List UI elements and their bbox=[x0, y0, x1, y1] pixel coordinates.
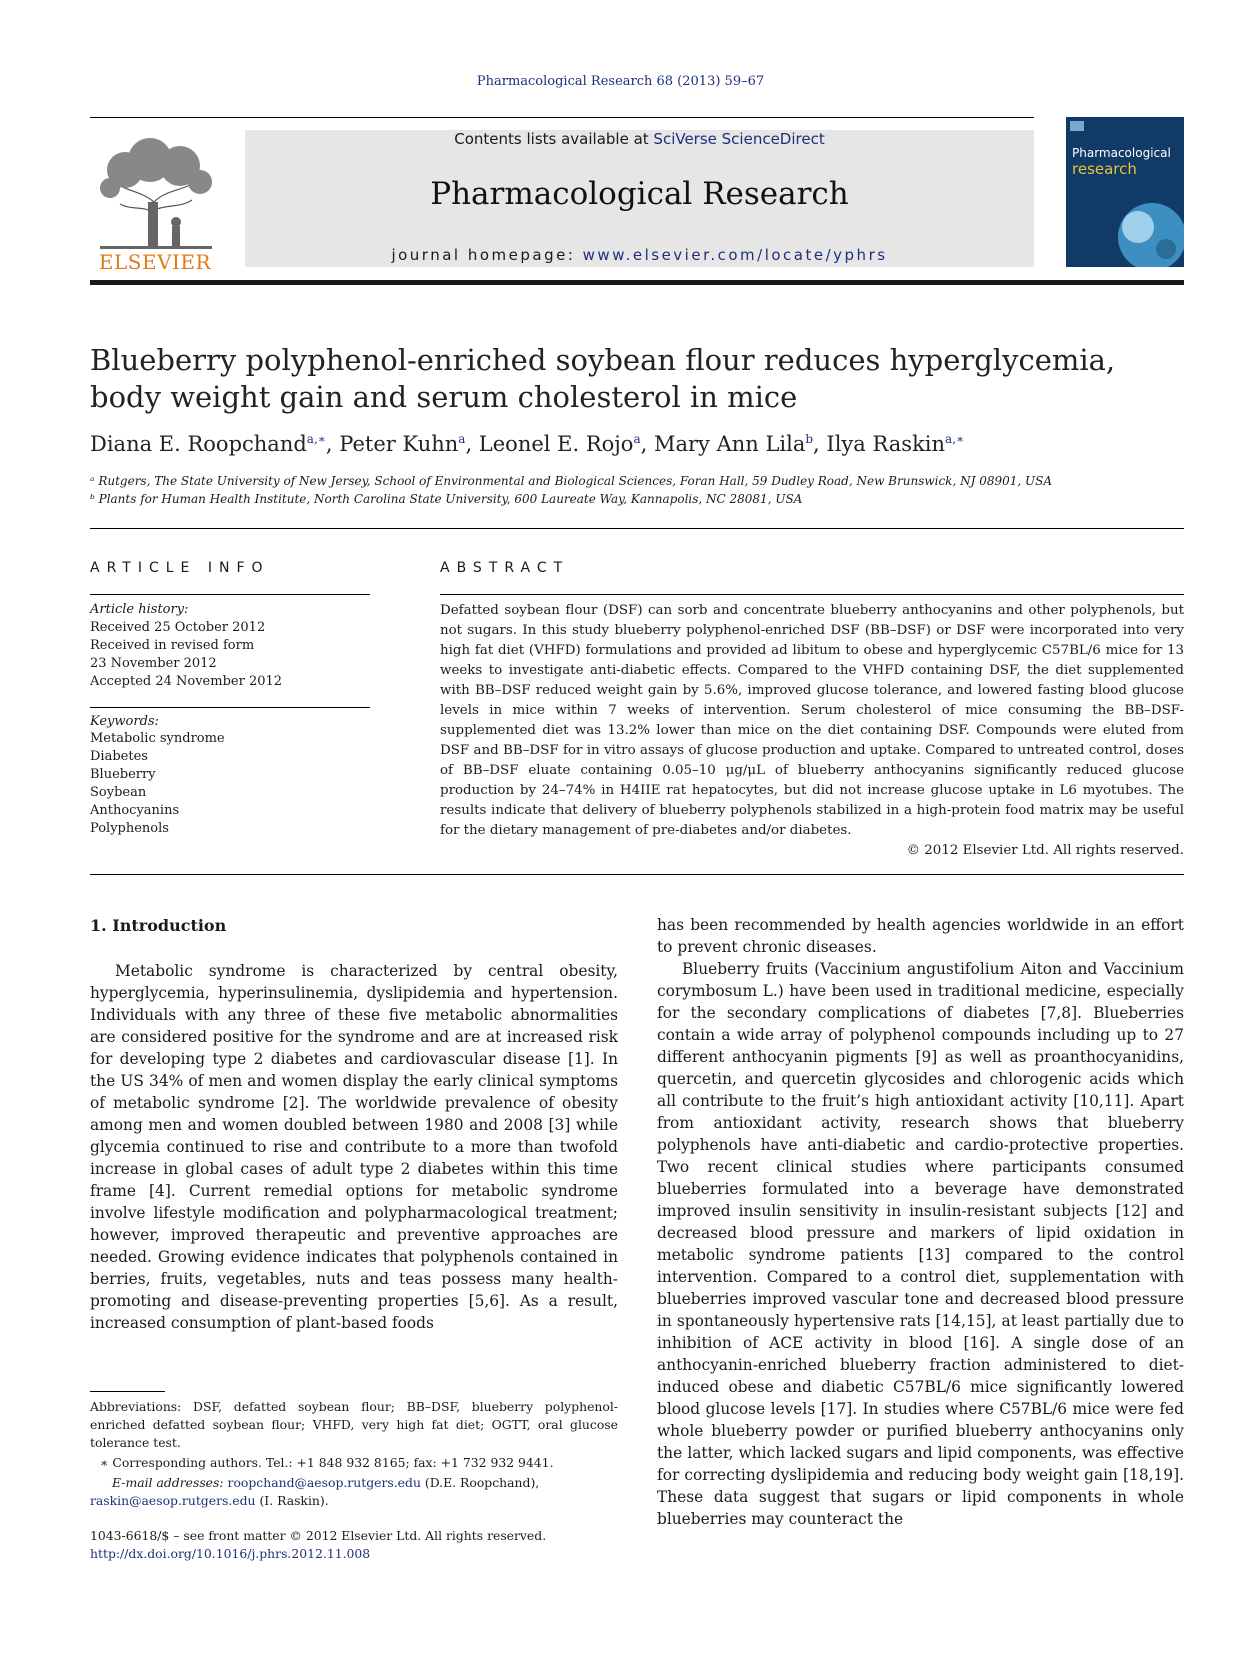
article-info-heading: ARTICLE INFO bbox=[90, 560, 270, 576]
author-separator: , bbox=[813, 432, 827, 456]
journal-homepage bbox=[245, 246, 1034, 264]
history-revised: Received in revised form bbox=[90, 638, 255, 653]
section-rule bbox=[90, 874, 1184, 875]
author-name: Peter Kuhn bbox=[339, 432, 459, 456]
journal-title: Pharmacological Research bbox=[430, 176, 849, 212]
keywords-label: Keywords: bbox=[90, 714, 159, 729]
footnotes bbox=[90, 1398, 618, 1510]
author-name: Diana E. Roopchand bbox=[90, 432, 307, 456]
affiliation-a: ᵃ Rutgers, The State University of New Jersey, School of Environmental and Biological Sciences, Foran Hall, 59 Dudley Road, New Brunswick, NJ 08901, USA bbox=[90, 474, 1053, 488]
author-affiliation-marker[interactable]: b bbox=[805, 432, 814, 446]
elsevier-tree-icon bbox=[90, 130, 220, 270]
cover-title-line2: research bbox=[1072, 160, 1137, 178]
sciencedirect-link[interactable]: SciVerse ScienceDirect bbox=[653, 130, 825, 148]
contents-prefix: Contents lists available at bbox=[454, 130, 654, 148]
affiliation-b: ᵇ Plants for Human Health Institute, North Carolina State University, 600 Laureate Way, Kannapolis, NC 28081, USA bbox=[90, 492, 803, 506]
section-heading-introduction: 1. Introduction bbox=[90, 916, 227, 935]
email-link-raskin[interactable]: raskin@aesop.rutgers.edu bbox=[90, 1493, 256, 1508]
intro-left-column bbox=[90, 960, 618, 1334]
email-label: E-mail addresses: bbox=[112, 1475, 224, 1490]
author-separator: , bbox=[640, 432, 654, 456]
author-affiliation-marker[interactable]: a,∗ bbox=[945, 432, 965, 446]
history-revised-date: 23 November 2012 bbox=[90, 656, 217, 671]
issn-line: 1043-6618/$ – see front matter © 2012 Elsevier Ltd. All rights reserved. bbox=[90, 1528, 547, 1543]
author-affiliation-marker[interactable]: a,∗ bbox=[306, 432, 326, 446]
keyword: Anthocyanins bbox=[90, 803, 180, 818]
keyword: Diabetes bbox=[90, 749, 148, 764]
intro-paragraph-continued: has been recommended by health agencies worldwide in an effort to prevent chronic diseases. bbox=[657, 916, 1184, 956]
email-owner: (D.E. Roopchand), bbox=[420, 1475, 540, 1490]
intro-paragraph: Metabolic syndrome is characterized by central obesity, hyperglycemia, hyperinsulinemia, dyslipidemia and hypertension. Individuals with any three of these five metabolic abnormalities are considered positive for the syndrome and are at increased risk for developing type 2 diabetes and cardiovascular disease [1]. In the US 34% of men and women display the early clinical symptoms of metabolic syndrome [2]. The worldwide prevalence of obesity among men and women doubled between 1980 and 2008 [3] while glycemia continued to rise and contribute to a more than twofold increase in global cases of adult type 2 diabetes within this time frame [4]. Current remedial options for metabolic syndrome involve lifestyle modification and polypharmacological treatment; however, improved therapeutic and preventive approaches are needed. Growing evidence indicates that polyphenols contained in berries, fruits, vegetables, nuts and teas possess many health-promoting and disease-preventing properties [5,6]. As a result, increased consumption of plant-based foods bbox=[90, 962, 618, 1332]
homepage-prefix: journal homepage: bbox=[391, 246, 583, 264]
author-name: Ilya Raskin bbox=[826, 432, 946, 456]
abbreviations-footnote: Abbreviations: DSF, defatted soybean flour; BB–DSF, blueberry polyphenol-enriched defatted soybean flour; VHFD, very high fat diet; OGTT, oral glucose tolerance test. bbox=[90, 1399, 618, 1450]
header-rule bbox=[90, 117, 1034, 118]
author-name: Mary Ann Lila bbox=[653, 432, 806, 456]
history-label: Article history: bbox=[90, 602, 189, 617]
contents-line bbox=[245, 130, 1034, 148]
email-owner: (I. Raskin). bbox=[255, 1493, 329, 1508]
keyword: Blueberry bbox=[90, 767, 156, 782]
journal-citation[interactable]: Pharmacological Research 68 (2013) 59–67 bbox=[476, 74, 765, 89]
author-list bbox=[90, 432, 1184, 456]
keyword: Metabolic syndrome bbox=[90, 731, 225, 746]
keyword: Soybean bbox=[90, 785, 147, 800]
doi-link[interactable]: http://dx.doi.org/10.1016/j.phrs.2012.11.008 bbox=[90, 1546, 371, 1561]
cover-title-line1: Pharmacological bbox=[1072, 146, 1171, 160]
author-separator: , bbox=[465, 432, 479, 456]
homepage-link[interactable]: www.elsevier.com/locate/yphrs bbox=[582, 246, 888, 264]
copyright-notice: © 2012 Elsevier Ltd. All rights reserved. bbox=[906, 843, 1184, 858]
masthead-thick-rule bbox=[90, 280, 1184, 285]
elsevier-logo: ELSEVIER bbox=[98, 250, 212, 274]
author-affiliation-marker[interactable]: a bbox=[633, 432, 641, 446]
journal-cover[interactable] bbox=[1066, 117, 1184, 267]
abstract-heading: ABSTRACT bbox=[440, 560, 570, 576]
author-affiliation-marker[interactable]: a bbox=[458, 432, 466, 446]
keyword: Polyphenols bbox=[90, 821, 169, 836]
article-title: Blueberry polyphenol-enriched soybean flour reduces hyperglycemia, body weight gain and serum cholesterol in mice bbox=[90, 343, 1116, 414]
abstract-rule bbox=[440, 594, 1184, 595]
author-name: Leonel E. Rojo bbox=[478, 432, 634, 456]
cover-art-icon bbox=[1066, 117, 1184, 267]
footnote-rule bbox=[90, 1391, 165, 1392]
intro-paragraph: Blueberry fruits (Vaccinium angustifolium Aiton and Vaccinium corymbosum L.) have been used in traditional medicine, especially for the secondary complications of diabetes [7,8]. Blueberries contain a wide array of polyphenol compounds including up to 27 different anthocyanin pigments [9] as well as proanthocyanidins, quercetin, and quercetin glycosides and chlorogenic acids which all contribute to the fruit’s high antioxidant activity [10,11]. Apart from antioxidant activity, research shows that blueberry polyphenols have anti-diabetic and cardio-protective properties. Two recent clinical studies where participants consumed blueberries formulated into a beverage have demonstrated improved insulin sensitivity in insulin-resistant subjects [12] and decreased blood pressure and markers of lipid oxidation in metabolic syndrome patients [13] compared to the control intervention. Compared to a control diet, supplementation with blueberries improved vascular tone and decreased blood pressure in spontaneously hypertensive rats [14,15], at least partially due to inhibition of ACE activity in blood [16]. A single dose of an anthocyanin-enriched blueberry fraction administered to diet-induced obese and diabetic C57BL/6 mice significantly lowered blood glucose levels [17]. In studies where C57BL/6 mice were fed whole blueberry powder or purified blueberry anthocyanins only the latter, which lacked sugars and lipid components, was effective for correcting dyslipidemia and reducing body weight gain [18,19]. These data suggest that sugars or lipid components in whole blueberries may counteract the bbox=[657, 960, 1184, 1528]
intro-right-column bbox=[657, 914, 1184, 1530]
email-link-roopchand[interactable]: roopchand@aesop.rutgers.edu bbox=[227, 1475, 421, 1490]
info-rule bbox=[90, 707, 370, 708]
info-rule bbox=[90, 594, 370, 595]
abstract-text: Defatted soybean flour (DSF) can sorb and concentrate blueberry anthocyanins and other polyphenols, but not sugars. In this study blueberry polyphenol-enriched DSF (BB–DSF) or DSF were incorporated into very high fat diet (VHFD) formulations and provided ad libitum to obese and hyperglycemic C57BL/6 mice for 13 weeks to investigate anti-diabetic effects. Compared to the VHFD containing DSF, the diet supplemented with BB–DSF reduced weight gain by 5.6%, improved glucose tolerance, and lowered fasting blood glucose levels in mice within 7 weeks of intervention. Serum cholesterol of mice consuming the BB–DSF-supplemented diet was 13.2% lower than mice on the diet containing DSF. Compounds were eluted from DSF and BB–DSF for in vitro assays of glucose production and uptake. Compared to untreated control, doses of BB–DSF eluate containing 0.05–10 μg/μL of blueberry anthocyanins significantly reduced glucose production by 24–74% in H4IIE rat hepatocytes, but did not increase glucose uptake in L6 myotubes. The results indicate that delivery of blueberry polyphenols stabilized in a high-protein food matrix may be useful for the dietary management of pre-diabetes and/or diabetes. bbox=[440, 603, 1184, 838]
corresponding-footnote: ∗ Corresponding authors. Tel.: +1 848 932 8165; fax: +1 732 932 9441. bbox=[100, 1455, 554, 1470]
history-received: Received 25 October 2012 bbox=[90, 620, 266, 635]
history-accepted: Accepted 24 November 2012 bbox=[90, 674, 283, 689]
section-rule bbox=[90, 528, 1184, 529]
author-separator: , bbox=[325, 432, 340, 456]
